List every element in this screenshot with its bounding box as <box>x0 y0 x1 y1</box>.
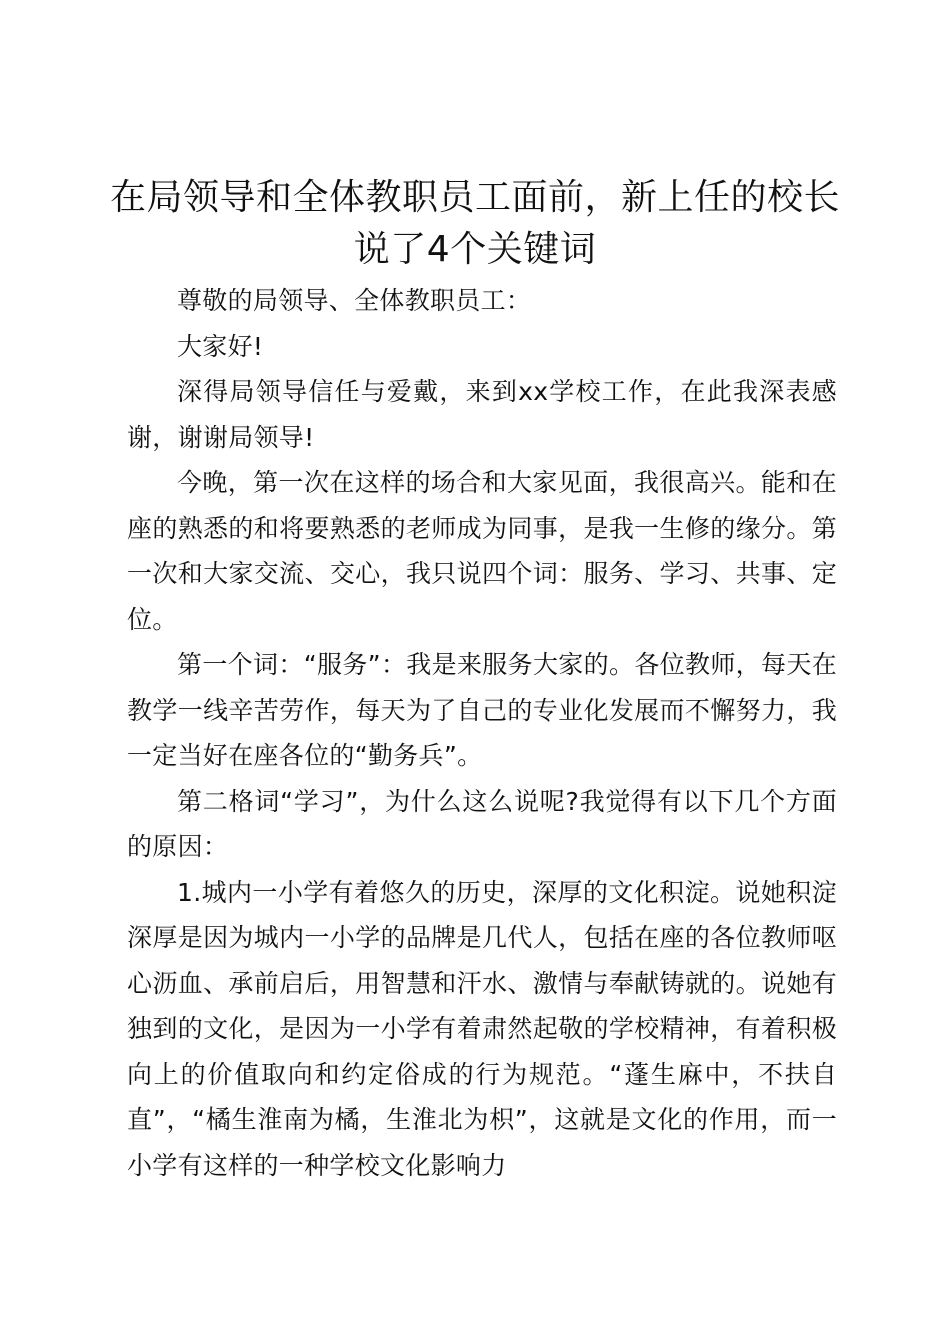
document-body <box>127 278 837 1188</box>
paragraph-thanks: 深得局领导信任与爱戴，来到xx学校工作，在此我深表感谢，谢谢局领导! <box>127 377 837 452</box>
document-title: 在局领导和全体教职员工面前，新上任的校长说了4个关键词 <box>110 177 841 270</box>
paragraph-reason-1: 1.城内一小学有着悠久的历史，深厚的文化积淀。说她积淀深厚是因为城内一小学的品牌是几代人，包括在座的各位教师呕心沥血、承前启后，用智慧和汗水、激情与奉献铸就的。说她有独到的文化，是因为一小学有着肃然起敬的学校精神，有着积极向上的价值取向和约定俗成的行为规范。“蓬生麻中，不扶自直”，“橘生淮南为橘，生淮北为枳”，这就是文化的作用，而一小学有这样的一种学校文化影响力 <box>127 877 837 1180</box>
paragraph-second-word: 第二格词“学习”，为什么这么说呢?我觉得有以下几个方面的原因： <box>127 786 837 861</box>
paragraph-first-word: 第一个词：“服务”：我是来服务大家的。各位教师，每天在教学一线辛苦劳作，每天为了自己的专业化发展而不懈努力，我一定当好在座各位的“勤务兵”。 <box>127 650 837 770</box>
paragraph-introduction: 今晚，第一次在这样的场合和大家见面，我很高兴。能和在座的熟悉的和将要熟悉的老师成为同事，是我一生修的缘分。第一次和大家交流、交心，我只说四个词：服务、学习、共事、定位。 <box>127 468 837 634</box>
paragraph-salutation: 尊敬的局领导、全体教职员工： <box>177 286 532 315</box>
paragraph-greeting: 大家好! <box>177 331 264 361</box>
